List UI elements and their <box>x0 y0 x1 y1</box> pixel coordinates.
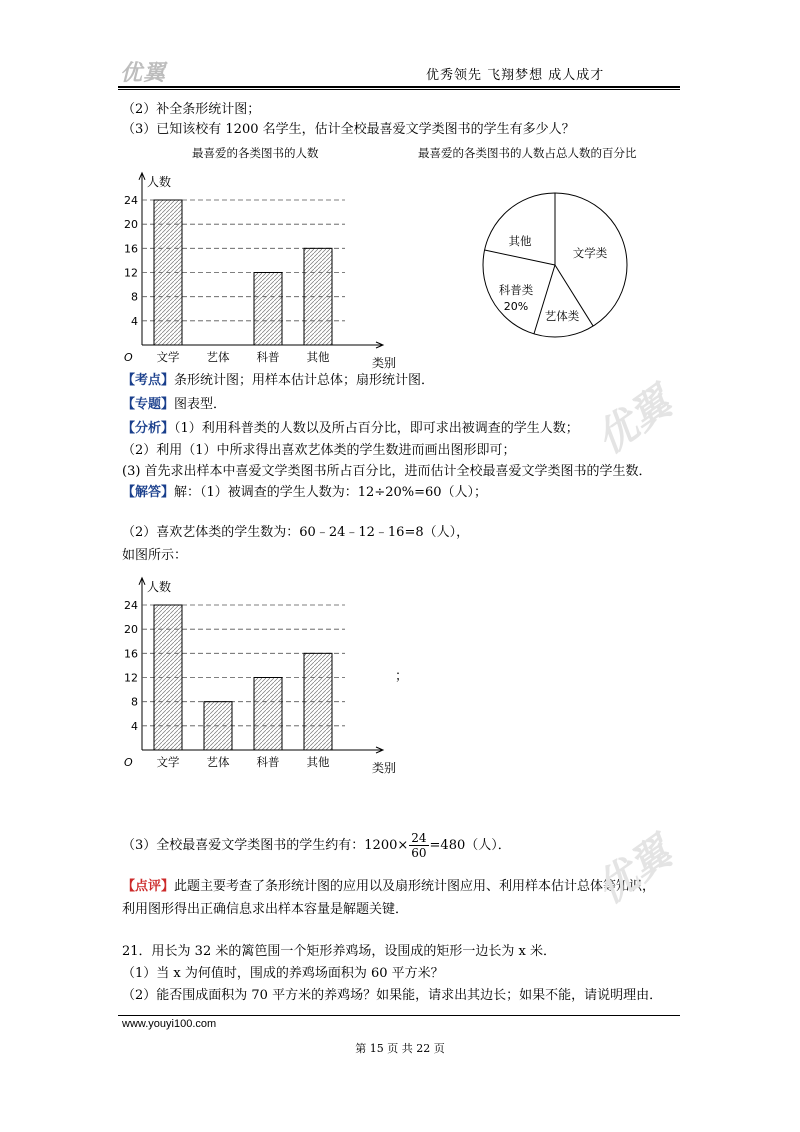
y-tick-label: 20 <box>124 218 138 232</box>
problem21-line-1: 21．用长为 32 米的篱笆围一个矩形养鸡场，设围成的矩形一边长为 x 米． <box>122 944 556 959</box>
fraction-denominator: 60 <box>411 846 427 860</box>
y-axis-label: 人数 <box>147 174 172 189</box>
zhuanti-text: 图表型． <box>174 397 227 412</box>
bar <box>204 702 232 750</box>
dianping-line-1 <box>122 878 655 896</box>
bar <box>154 200 182 345</box>
x-tick-label: 文学 <box>156 755 180 769</box>
pie-slice-label: 艺体类 <box>544 309 580 323</box>
kaodian-line <box>122 372 434 390</box>
x-tick-label: 艺体 <box>206 755 230 769</box>
jieda-text-4-pre: （3）全校最喜爱文学类图书的学生约有：1200× <box>122 838 409 853</box>
dianping-text-2: 利用图形得出正确信息求出样本容量是解题关键． <box>122 902 409 917</box>
kaodian-text: 条形统计图；用样本估计总体；扇形统计图． <box>174 373 435 388</box>
watermark-logo-2: 优翼 <box>588 829 680 914</box>
pie-slice-label: 其他 <box>508 234 532 248</box>
jieda-text-4-post: =480（人）． <box>429 838 511 853</box>
x-tick-label: 科普 <box>256 755 280 769</box>
y-tick-label: 16 <box>124 647 138 661</box>
bar <box>254 273 282 346</box>
pie-chart-title: 最喜爱的各类图书的人数占总人数的百分比 <box>418 146 637 160</box>
bar-chart-original <box>110 165 410 370</box>
x-tick-label: 文学 <box>156 350 180 364</box>
jieda-text-1: 解：（1）被调查的学生人数为：12÷20%=60（人）； <box>174 485 488 500</box>
header-rule-thin <box>118 89 680 90</box>
bar-chart-completed <box>110 570 410 775</box>
problem21-line-2: （1）当 x 为何值时，围成的养鸡场面积为 60 平方米？ <box>122 966 444 981</box>
page-number: 第 15 页 共 22 页 <box>355 1042 445 1055</box>
fenxi-tag: 【分析】 <box>122 421 175 436</box>
dianping-tag: 【点评】 <box>122 879 175 894</box>
footer-rule <box>118 1015 680 1016</box>
pie-slice-label: 文学类 <box>572 246 608 260</box>
problem21-line-3: （2）能否围成面积为 70 平方米的养鸡场？如果能，请求出其边长；如果不能，请说明理由． <box>122 988 663 1003</box>
x-tick-label: 科普 <box>256 350 280 364</box>
fenxi-text-1: （1）利用科普类的人数以及所占百分比，即可求出被调查的学生人数； <box>174 421 579 436</box>
fenxi-line-1 <box>122 420 579 438</box>
y-tick-label: 24 <box>124 194 138 207</box>
x-tick-label: 艺体 <box>206 350 230 364</box>
zhuanti-tag: 【专题】 <box>122 397 175 412</box>
jieda-text-2: （2）喜欢艺体类的学生数为：60﹣24﹣12﹣16=8（人）， <box>122 525 470 540</box>
x-tick-label: 其他 <box>306 755 330 769</box>
question-3: （3）已知该校有 1200 名学生，估计全校最喜爱文学类图书的学生有多少人？ <box>122 122 575 137</box>
semicolon: ； <box>395 669 409 684</box>
bar <box>304 248 332 345</box>
bar-chart-title: 最喜爱的各类图书的人数 <box>192 146 319 160</box>
y-tick-label: 8 <box>131 290 138 304</box>
x-tick-label: 其他 <box>306 350 330 364</box>
jieda-line-1 <box>122 484 487 502</box>
header-rule <box>118 86 680 88</box>
zhuanti-line <box>122 396 226 414</box>
watermark-logo: 优翼 <box>588 379 680 464</box>
origin-label: O <box>124 351 133 364</box>
origin-label: O <box>124 756 133 769</box>
y-tick-label: 4 <box>131 314 138 328</box>
pie-chart <box>470 180 640 350</box>
pie-slice-percent: 20% <box>503 300 529 313</box>
bar <box>304 653 332 750</box>
slogan: 优秀领先 飞翔梦想 成人成才 <box>426 68 605 83</box>
kaodian-tag: 【考点】 <box>122 373 175 388</box>
bar <box>254 678 282 751</box>
bar <box>154 605 182 750</box>
logo: 优翼 <box>120 61 167 86</box>
fraction-numerator: 24 <box>411 831 427 845</box>
fenxi-text-2: （2）利用（1）中所求得出喜欢艺体类的学生数进而画出图形即可； <box>122 443 516 458</box>
jieda-text-3: 如图所示： <box>122 548 188 563</box>
dianping-text-1: 此题主要考查了条形统计图的应用以及扇形统计图应用、利用样本估计总体等知识， <box>174 879 656 894</box>
y-tick-label: 20 <box>124 623 138 637</box>
question-2: （2）补全条形统计图； <box>122 102 261 117</box>
fenxi-text-3: (3) 首先求出样本中喜爱文学类图书所占百分比，进而估计全校最喜爱文学类图书的学生数． <box>122 464 652 479</box>
jieda-tag: 【解答】 <box>122 485 175 500</box>
footer-url: www.youyi100.com <box>122 1018 217 1030</box>
y-tick-label: 16 <box>124 242 138 256</box>
y-tick-label: 8 <box>131 695 138 709</box>
y-tick-label: 12 <box>124 671 138 685</box>
jieda-line-4 <box>122 829 511 863</box>
x-axis-label: 类别 <box>372 356 397 370</box>
y-axis-label: 人数 <box>147 579 172 594</box>
y-tick-label: 12 <box>124 266 138 280</box>
x-axis-label: 类别 <box>372 761 397 775</box>
y-tick-label: 24 <box>124 599 138 612</box>
y-tick-label: 4 <box>131 719 138 733</box>
fraction <box>409 831 428 860</box>
pie-slice-label: 科普类 <box>498 283 534 297</box>
